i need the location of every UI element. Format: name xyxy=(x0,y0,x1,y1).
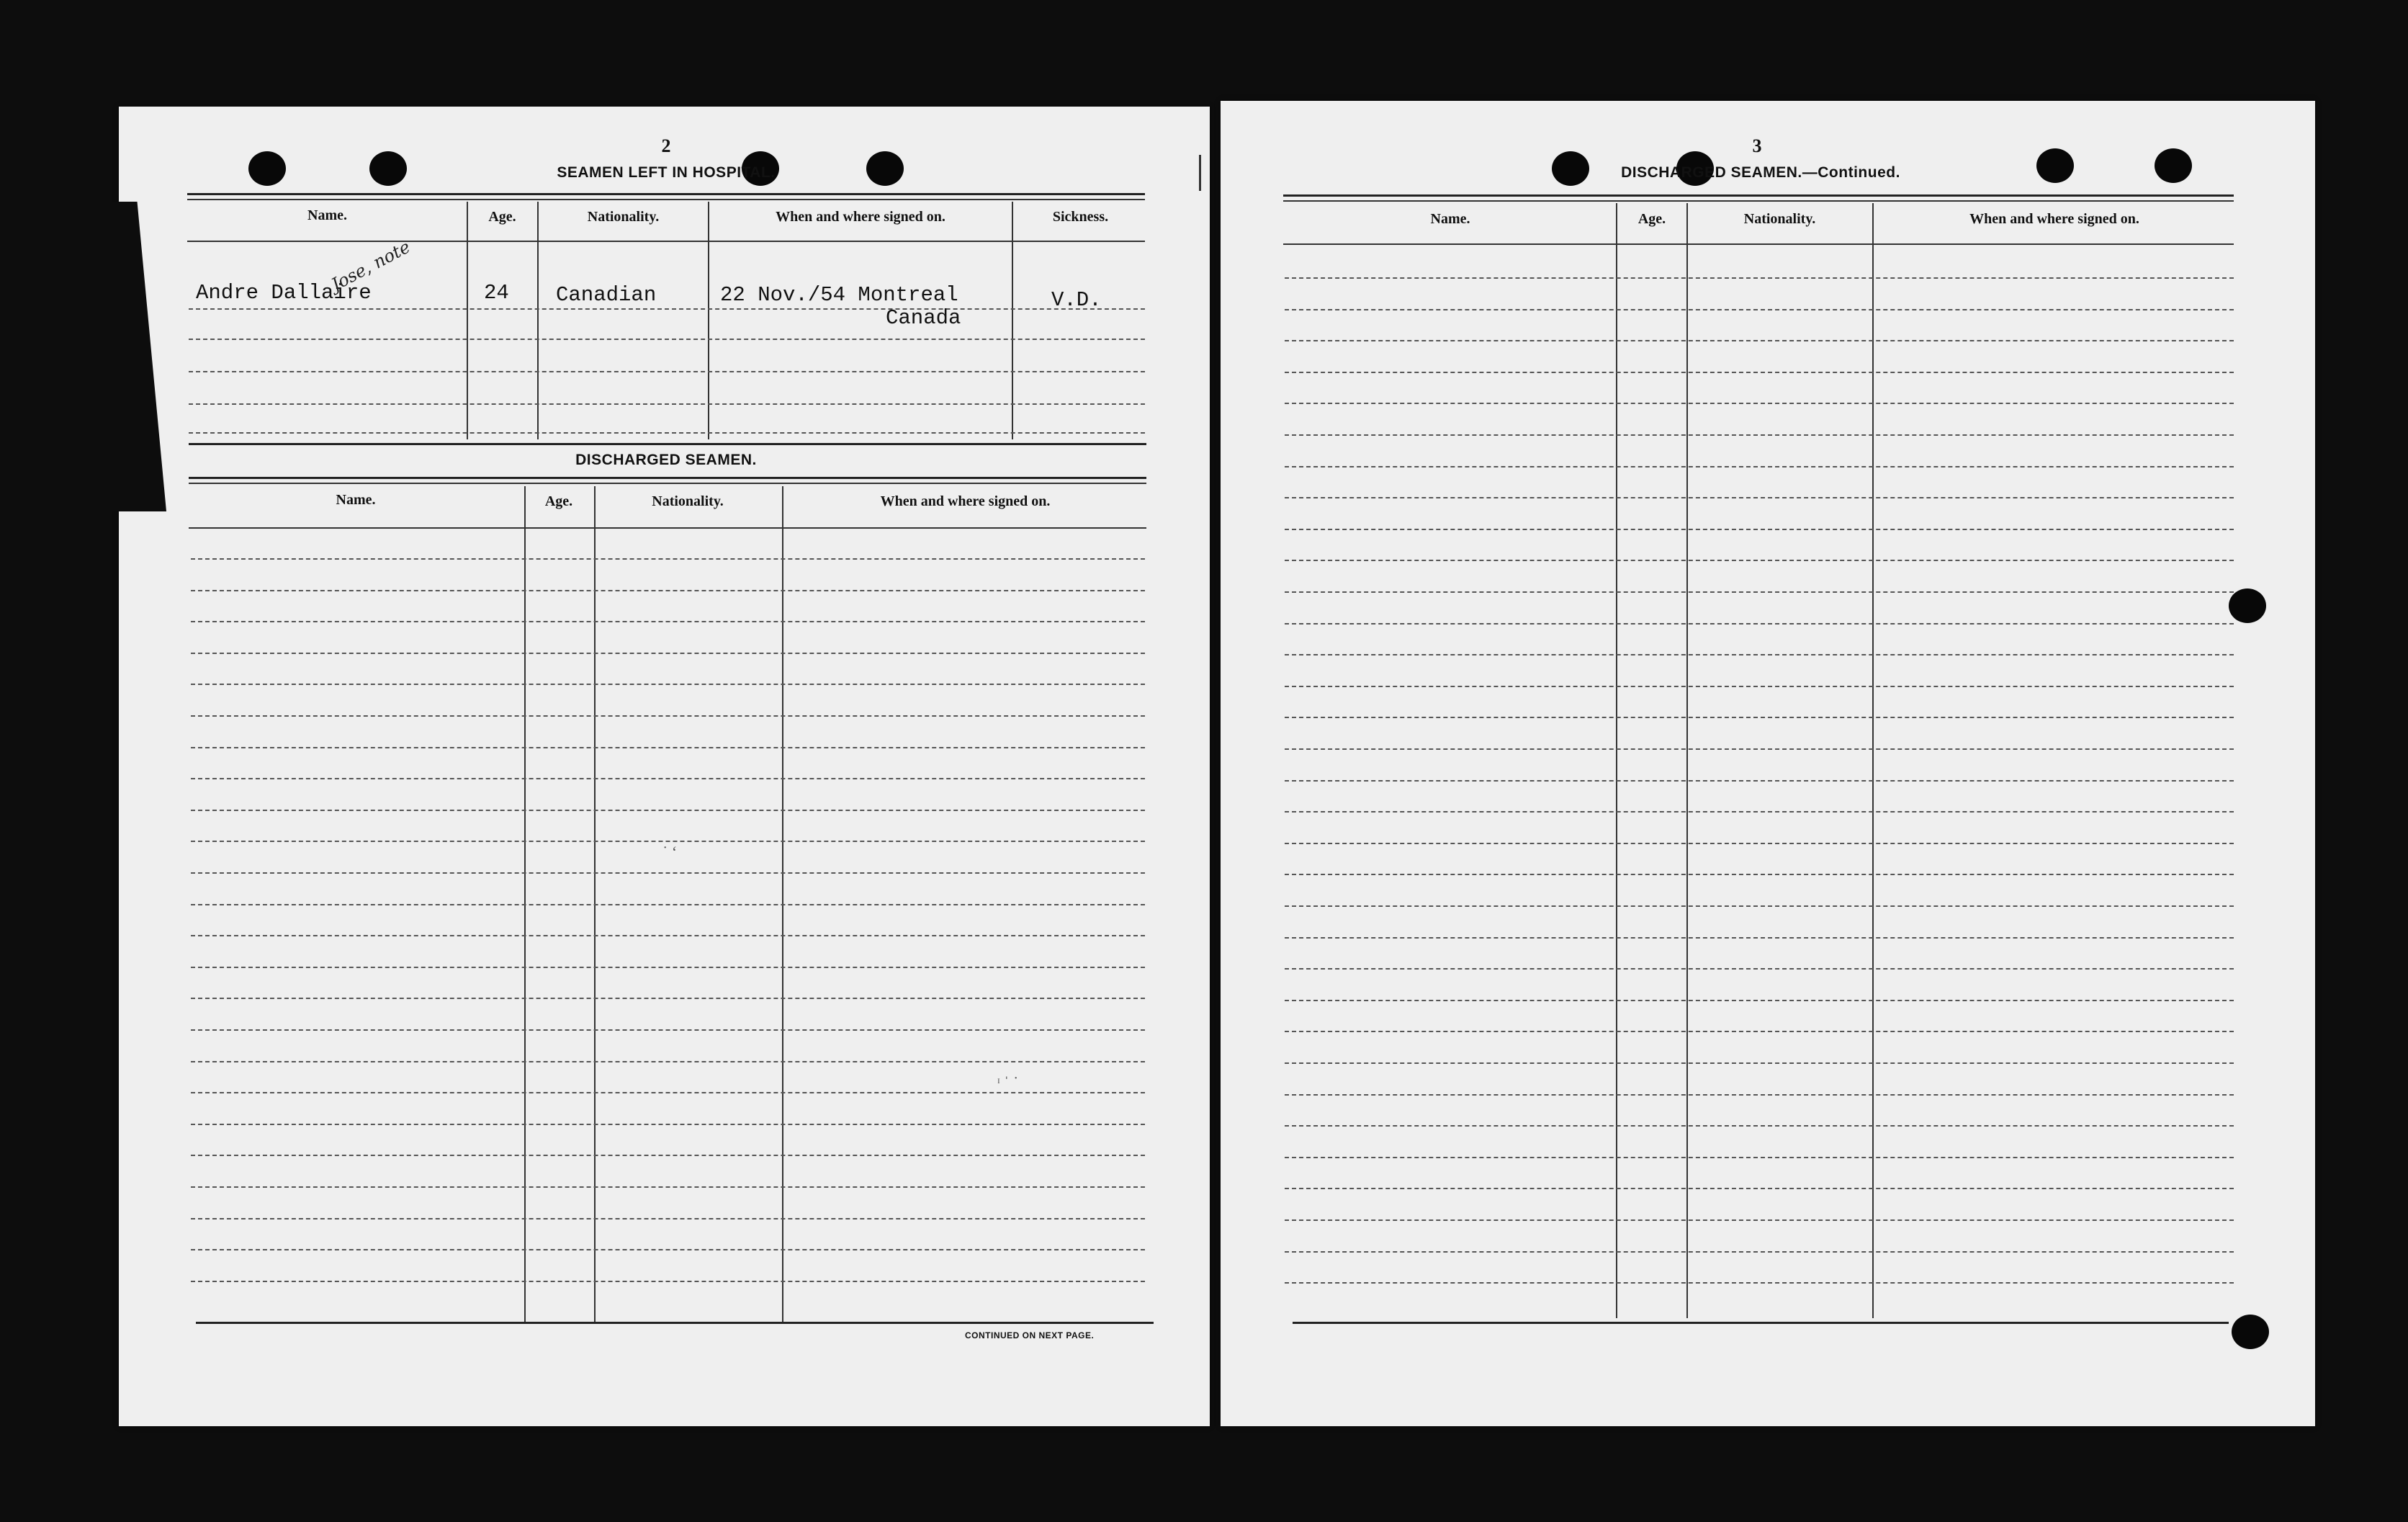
hospital-entry-signed-on-1: 22 Nov./54 Montreal xyxy=(720,283,958,307)
hospital-dotted-line xyxy=(189,371,1145,372)
dotted-ruled-line xyxy=(191,872,1145,874)
bottom-rule xyxy=(196,1322,1154,1324)
dotted-ruled-line xyxy=(191,747,1145,748)
discharged-header-age: Age. xyxy=(544,493,573,509)
dotted-ruled-line xyxy=(1285,309,2234,310)
dotted-ruled-line xyxy=(1285,372,2234,373)
dotted-ruled-line xyxy=(1285,340,2234,341)
dotted-ruled-line xyxy=(1285,277,2234,279)
paper-specks: ˙ ʻ xyxy=(662,843,678,861)
discharged-continued-title: DISCHARGED SEAMEN.—Continued. xyxy=(1621,164,1900,181)
hospital-header-name: Name. xyxy=(307,207,347,223)
dotted-ruled-line xyxy=(1285,748,2234,750)
dotted-ruled-line xyxy=(191,1124,1145,1125)
dotted-ruled-line xyxy=(191,1281,1145,1282)
dotted-ruled-line xyxy=(1285,937,2234,939)
dotted-ruled-line xyxy=(191,1029,1145,1031)
right-page xyxy=(1221,101,2315,1426)
dotted-ruled-line xyxy=(1285,529,2234,530)
right-col-divider xyxy=(1616,203,1617,1318)
dotted-ruled-line xyxy=(1285,1062,2234,1064)
continued-footer: CONTINUED ON NEXT PAGE. xyxy=(965,1330,1095,1340)
dotted-ruled-line xyxy=(191,558,1145,560)
hospital-entry-name: Andre Dallaire xyxy=(196,281,372,305)
dotted-ruled-line xyxy=(191,1061,1145,1062)
dotted-ruled-line xyxy=(191,935,1145,936)
dotted-ruled-line xyxy=(191,778,1145,779)
dotted-ruled-line xyxy=(191,715,1145,717)
dotted-ruled-line xyxy=(1285,1125,2234,1127)
handwritten-annotation: Jose, note xyxy=(328,236,414,295)
right-top-rule-2 xyxy=(1283,200,2234,202)
right-top-rule xyxy=(1283,194,2234,197)
right-col-divider xyxy=(1686,203,1688,1318)
dotted-ruled-line xyxy=(1285,1157,2234,1158)
discharged-header-nationality: Nationality. xyxy=(652,493,724,509)
discharged-top-rule xyxy=(189,477,1146,479)
dotted-ruled-line xyxy=(191,1092,1145,1093)
punch-hole-icon xyxy=(866,151,904,186)
dotted-ruled-line xyxy=(191,967,1145,968)
dotted-ruled-line xyxy=(1285,1219,2234,1221)
right-col-divider xyxy=(1872,203,1874,1318)
discharged-top-rule-2 xyxy=(189,483,1146,484)
hospital-header-nationality: Nationality. xyxy=(587,209,660,225)
dotted-ruled-line xyxy=(1285,874,2234,875)
hospital-header-sickness: Sickness. xyxy=(1052,209,1109,225)
hospital-header-signed-on: When and where signed on. xyxy=(776,209,945,225)
dotted-ruled-line xyxy=(191,1155,1145,1156)
punch-hole-icon xyxy=(2229,588,2266,623)
punch-hole-icon xyxy=(2155,148,2192,183)
discharged-header-rule xyxy=(189,527,1146,529)
dotted-ruled-line xyxy=(1285,403,2234,404)
dotted-ruled-line xyxy=(1285,717,2234,718)
dotted-ruled-line xyxy=(1285,780,2234,782)
hospital-entry-age: 24 xyxy=(484,281,509,305)
hospital-dotted-line xyxy=(189,403,1145,405)
dotted-ruled-line xyxy=(1285,497,2234,498)
dotted-ruled-line xyxy=(1285,968,2234,970)
dotted-ruled-line xyxy=(191,1249,1145,1250)
hospital-entry-sickness: V.D. xyxy=(1051,288,1102,312)
discharged-section-title: DISCHARGED SEAMEN. xyxy=(575,452,757,468)
page-number-left: 2 xyxy=(661,135,671,156)
dotted-ruled-line xyxy=(191,590,1145,591)
punch-hole-icon xyxy=(369,151,407,186)
hospital-entry-signed-on-2: Canada xyxy=(886,306,961,330)
hospital-section-title: SEAMEN LEFT IN HOSPITAL. xyxy=(557,164,776,181)
hospital-dotted-line xyxy=(189,339,1145,340)
right-header-age: Age. xyxy=(1637,211,1666,227)
gutter-mark xyxy=(1199,155,1201,191)
dotted-ruled-line xyxy=(1285,434,2234,436)
dotted-ruled-line xyxy=(191,904,1145,905)
hospital-entry-nationality: Canadian xyxy=(556,283,657,307)
dotted-ruled-line xyxy=(1285,560,2234,561)
top-rule xyxy=(187,193,1145,195)
dotted-ruled-line xyxy=(1285,1000,2234,1001)
dotted-ruled-line xyxy=(1285,811,2234,813)
hospital-header-age: Age. xyxy=(488,209,516,225)
hospital-header-rule xyxy=(187,241,1145,242)
dotted-ruled-line xyxy=(1285,843,2234,844)
dotted-ruled-line xyxy=(1285,1282,2234,1284)
discharged-header-signed-on: When and where signed on. xyxy=(880,493,1051,509)
right-header-rule xyxy=(1283,243,2234,245)
dotted-ruled-line xyxy=(1285,1251,2234,1253)
dotted-ruled-line xyxy=(1285,591,2234,593)
dotted-ruled-line xyxy=(191,1218,1145,1219)
dotted-ruled-line xyxy=(1285,623,2234,625)
top-rule-2 xyxy=(187,199,1145,200)
dotted-ruled-line xyxy=(191,998,1145,999)
dotted-ruled-line xyxy=(1285,1094,2234,1096)
right-header-nationality: Nationality. xyxy=(1743,211,1816,227)
punch-hole-icon xyxy=(248,151,286,186)
dotted-ruled-line xyxy=(1285,1031,2234,1032)
dotted-ruled-line xyxy=(191,1186,1145,1188)
hospital-dotted-line xyxy=(189,432,1145,434)
dotted-ruled-line xyxy=(191,653,1145,654)
dotted-ruled-line xyxy=(1285,1188,2234,1189)
page-number-right: 3 xyxy=(1752,135,1762,156)
dotted-ruled-line xyxy=(1285,654,2234,655)
punch-hole-icon xyxy=(2232,1315,2269,1349)
right-header-name: Name. xyxy=(1430,211,1470,227)
punch-hole-icon xyxy=(2036,148,2074,183)
section-divider-rule xyxy=(189,443,1146,445)
discharged-header-name: Name. xyxy=(336,492,376,508)
dotted-ruled-line xyxy=(191,684,1145,685)
dotted-ruled-line xyxy=(1285,905,2234,907)
right-header-signed-on: When and where signed on. xyxy=(1969,211,2139,227)
dotted-ruled-line xyxy=(1285,686,2234,687)
dotted-ruled-line xyxy=(1285,466,2234,467)
paper-specks: ᶦ ˈ ˙ xyxy=(997,1073,1019,1091)
hospital-dotted-line xyxy=(189,308,1145,310)
right-bottom-rule xyxy=(1293,1322,2229,1324)
dotted-ruled-line xyxy=(191,621,1145,622)
dotted-ruled-line xyxy=(191,810,1145,811)
